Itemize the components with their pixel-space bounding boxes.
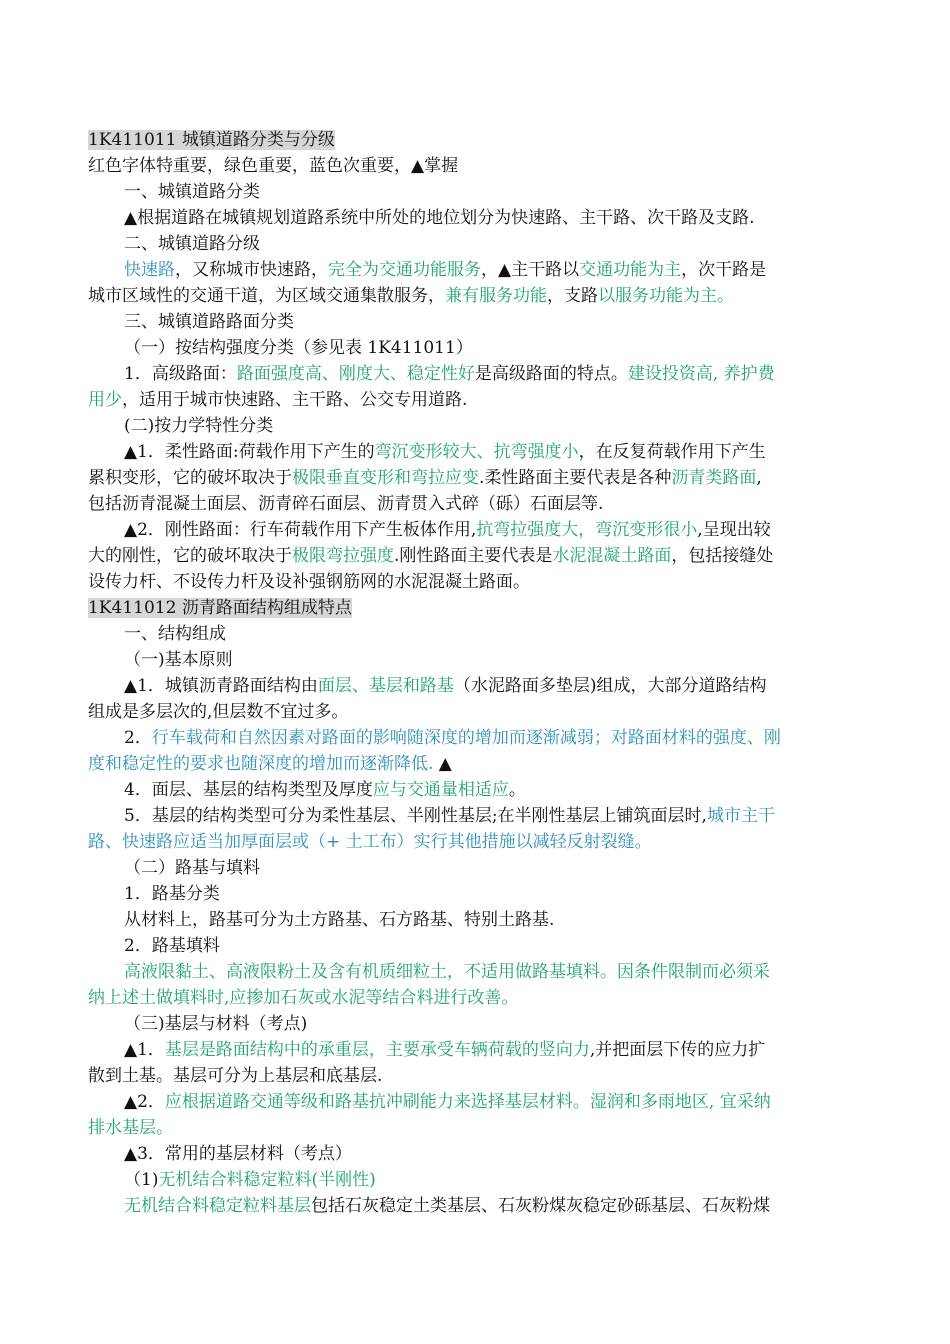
text-run: （一)基本原则: [124, 650, 233, 670]
text-run: 水泥混凝土路面: [552, 546, 672, 566]
text-run: 4．面层、基层的结构类型及厚度: [124, 780, 373, 800]
text-run: ，又称城市快速路，: [175, 260, 328, 280]
text-run: 排水基层。: [88, 1118, 173, 1138]
paragraph-line: [124, 1089, 868, 1115]
paragraph-line: [124, 361, 868, 387]
paragraph-line: [88, 569, 868, 595]
text-run: 从材料上，路基可分为土方路基、石方路基、特别土路基.: [124, 910, 555, 930]
text-run: .柔性路面主要代表是各种: [479, 468, 672, 488]
text-run: 累积变形，它的破坏取决于: [88, 468, 292, 488]
text-run: 极限弯拉强度: [292, 546, 394, 566]
text-run: 完全为交通功能服务: [328, 260, 481, 280]
text-run: 无机结合料稳定粒料(半刚性): [158, 1170, 376, 1190]
paragraph-line: [88, 543, 868, 569]
text-run: （1): [124, 1170, 159, 1190]
text-run: 应根据道路交通等级和路基抗冲刷能力来选择基层材料。湿润和多雨地区, 宜采纳: [164, 1092, 771, 1112]
text-run: 抗弯拉强度大，弯沉变形很小: [476, 520, 698, 540]
text-run: 交通功能为主: [579, 260, 682, 280]
text-run: 基层是路面结构中的承重层，主要承受车辆荷载的竖向力: [164, 1040, 590, 1060]
text-run: 1．路基分类: [124, 884, 220, 904]
text-run: 是高级路面的特点。: [474, 364, 628, 384]
text-run: 三、城镇道路路面分类: [124, 312, 294, 332]
text-run: 以服务功能为主。: [598, 286, 734, 306]
paragraph-line: [88, 1063, 868, 1089]
text-run: 用少: [88, 390, 122, 410]
text-run: 二、城镇道路分级: [124, 234, 260, 254]
paragraph-line: [88, 283, 868, 309]
section-heading-text: 1K411011 城镇道路分类与分级: [88, 130, 335, 150]
paragraph-line: [124, 725, 868, 751]
text-run: 2．: [124, 728, 152, 748]
subheading: [124, 309, 868, 335]
text-run: 设传力杆、不设传力杆及设补强钢筋网的水泥混凝土路面。: [88, 572, 530, 592]
text-run: 无机结合料稳定粒料基层: [124, 1196, 311, 1216]
subheading: [124, 179, 868, 205]
text-run: 包括石灰稳定土类基层、石灰粉煤灰稳定砂砾基层、石灰粉煤: [311, 1196, 770, 1216]
subheading: [124, 881, 868, 907]
text-run: 一、城镇道路分类: [124, 182, 260, 202]
paragraph-line: [88, 465, 868, 491]
text-run: 弯沉变形较大、抗弯强度小: [374, 442, 579, 462]
paragraph-line: [88, 985, 868, 1011]
text-run: （二）路基与填料: [124, 858, 260, 878]
text-run: ▲: [433, 754, 452, 774]
text-run: （水泥路面多垫层)组成，大部分道路结构: [453, 676, 767, 696]
subheading: [124, 647, 868, 673]
text-run: 行车载荷和自然因素对路面的影响随深度的增加而逐渐减弱；对路面材料的强度、刚: [151, 728, 781, 748]
paragraph-line: [88, 751, 868, 777]
text-run: 兼有服务功能: [445, 286, 547, 306]
paragraph-line: [88, 699, 868, 725]
text-run: 一、结构组成: [124, 624, 226, 644]
text-run: ▲1．城镇沥青路面结构由: [124, 676, 318, 696]
text-run: 红色字体特重要，绿色重要，蓝色次重要，▲掌握: [88, 156, 459, 176]
text-run: 纳上述土做填料时,应掺加石灰或水泥等结合料进行改善。: [88, 988, 519, 1008]
text-run: 路面强度高、刚度大、稳定性好: [236, 364, 475, 384]
text-run: 。: [508, 780, 526, 800]
text-run: ，支路: [547, 286, 598, 306]
text-run: ▲2．刚性路面：行车荷载作用下产生板体作用,: [124, 520, 477, 540]
paragraph-line: [124, 673, 868, 699]
text-run: 应与交通量相适应: [372, 780, 509, 800]
text-run: 城市主干: [706, 806, 775, 826]
text-run: ，在反复荷载作用下产生: [578, 442, 766, 462]
paragraph-line: [88, 387, 868, 413]
paragraph-line: [124, 257, 868, 283]
text-run: ▲根据道路在城镇规划道路系统中所处的地位划分为快速路、主干路、次干路及支路.: [124, 208, 755, 228]
text-run: 5．基层的结构类型可分为柔性基层、半刚性基层;在半刚性基层上铺筑面层时,: [124, 806, 707, 826]
paragraph-line: [124, 1193, 868, 1219]
paragraph-line: [124, 959, 868, 985]
text-run: 沥青类路面: [671, 468, 757, 488]
text-run: 面层、基层和路基: [317, 676, 454, 696]
subheading: [124, 413, 868, 439]
text-run: 建设投资高, 养护费: [627, 364, 775, 384]
text-run: 城市区域性的交通干道，为区域交通集散服务，: [88, 286, 445, 306]
text-run: （一）按结构强度分类（参见表 1K411011）: [124, 338, 473, 358]
paragraph-line: [124, 803, 868, 829]
section-heading-text: 1K411012 沥青路面结构组成特点: [88, 598, 352, 618]
text-run: ，▲主干路以: [481, 260, 580, 280]
paragraph-line: [124, 907, 868, 933]
color-legend-note: [88, 153, 868, 179]
paragraph-line: [124, 1037, 868, 1063]
text-run: ,呈现出较: [697, 520, 771, 540]
text-run: ▲1．柔性路面:荷载作用下产生的: [124, 442, 375, 462]
text-run: ，次干路是: [681, 260, 767, 280]
subheading: [124, 335, 868, 361]
paragraph-line: [88, 1115, 868, 1141]
text-run: 包括沥青混凝土面层、沥青碎石面层、沥青贯入式碎（砾）石面层等.: [88, 494, 604, 514]
text-run: 度和稳定性的要求也随深度的增加而逐渐降低.: [88, 754, 434, 774]
text-run: 大的刚性，它的破坏取决于: [88, 546, 292, 566]
text-run: ,: [756, 468, 762, 488]
text-run: ▲3．常用的基层材料（考点）: [124, 1144, 352, 1164]
text-run: 高液限黏土、高液限粉土及含有机质细粒土，不适用做路基填料。因条件限制而必须采: [124, 962, 770, 982]
paragraph-line: [88, 829, 868, 855]
text-run: 组成是多层次的,但层数不宜过多。: [88, 702, 349, 722]
text-run: 路、快速路应适当加厚面层或（+ 土工布）实行其他措施以减轻反射裂缝。: [88, 832, 652, 852]
text-run: ，包括接缝处: [671, 546, 774, 566]
subheading: [124, 231, 868, 257]
subheading: [124, 1141, 868, 1167]
text-run: .刚性路面主要代表是: [394, 546, 553, 566]
subheading: [124, 1167, 868, 1193]
text-run: ▲2．: [124, 1092, 165, 1112]
text-run: 1．高级路面：: [124, 364, 237, 384]
text-run: ，适用于城市快速路、主干路、公交专用道路.: [122, 390, 468, 410]
text-run: ,并把面层下传的应力扩: [589, 1040, 766, 1060]
subheading: [124, 1011, 868, 1037]
subheading: [124, 933, 868, 959]
text-run: (二)按力学特性分类: [124, 416, 274, 436]
text-run: 极限垂直变形和弯拉应变: [292, 468, 479, 488]
text-run: 快速路: [124, 260, 175, 280]
paragraph-line: [88, 491, 868, 517]
paragraph-line: [124, 439, 868, 465]
section-heading: [88, 127, 868, 153]
text-run: 2．路基填料: [124, 936, 220, 956]
text-run: 散到土基。基层可分为上基层和底基层.: [88, 1066, 383, 1086]
subheading: [124, 855, 868, 881]
text-run: ▲1．: [124, 1040, 165, 1060]
paragraph-line: [124, 205, 868, 231]
section-heading: [88, 595, 868, 621]
subheading: [124, 621, 868, 647]
paragraph-line: [124, 777, 868, 803]
text-run: （三)基层与材料（考点): [124, 1014, 308, 1034]
paragraph-line: [124, 517, 868, 543]
